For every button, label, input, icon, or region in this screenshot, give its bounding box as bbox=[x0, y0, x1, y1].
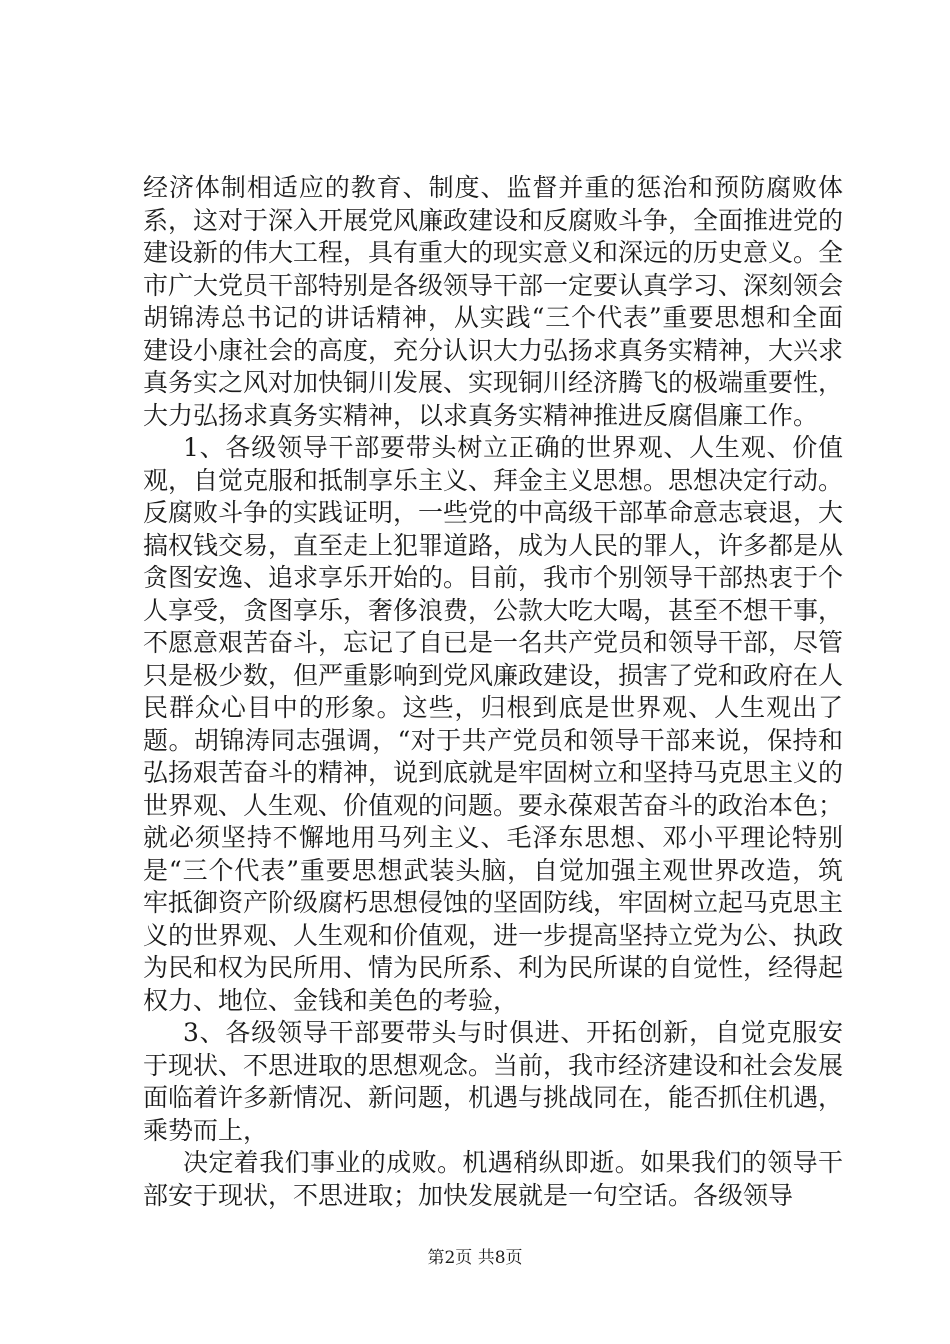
paragraph-continuation: 决定着我们事业的成败。机遇稍纵即逝。如果我们的领导干部安于现状，不思进取；加快发展就是一句空话。各级领导 bbox=[143, 1148, 843, 1210]
document-body bbox=[143, 172, 843, 1212]
paragraph-intro: 经济体制相适应的教育、制度、监督并重的惩治和预防腐败体系，这对于深入开展党风廉政建设和反腐败斗争，全面推进党的建设新的伟大工程，具有重大的现实意义和深远的历史意义。全市广大党员干部特别是各级领导干部一定要认真学习、深刻领会胡锦涛总书记的讲话精神，从实践“三个代表”重要思想和全面建设小康社会的高度，充分认识大力弘扬求真务实精神，大兴求真务实之风对加快铜川发展、实现铜川经济腾飞的极端重要性，大力弘扬求真务实精神，以求真务实精神推进反腐倡廉工作。 bbox=[143, 173, 844, 430]
page-number-footer: 第2页 共8页 bbox=[427, 1248, 523, 1268]
paragraph-item-1: 1、各级领导干部要带头树立正确的世界观、人生观、价值观，自觉克服和抵制享乐主义、拜金主义思想。思想决定行动。反腐败斗争的实践证明，一些党的中高级干部革命意志衰退，大搞权钱交易，直至走上犯罪道路，成为人民的罪人，许多都是从贪图安逸、追求享乐开始的。目前，我市个别领导干部热衷于个人享受，贪图享乐，奢侈浪费，公款大吃大喝，甚至不想干事，不愿意艰苦奋斗，忘记了自已是一名共产党员和领导干部，尽管只是极少数，但严重影响到党风廉政建设，损害了党和政府在人民群众心目中的形象。这些，归根到底是世界观、人生观出了题。胡锦涛同志强调，“对于共产党员和领导干部来说，保持和弘扬艰苦奋斗的精神，说到底就是牢固树立和坚持马克思主义的世界观、人生观、价值观的问题。要永葆艰苦奋斗的政治本色；就必须坚持不懈地用马列主义、毛泽东思想、邓小平理论特别是“三个代表”重要思想武装头脑，自觉加强主观世界改造，筑牢抵御资产阶级腐朽思想侵蚀的坚固防线，牢固树立起马克思主义的世界观、人生观和价值观，进一步提高坚持立党为公、执政为民和权为民所用、情为民所系、利为民所谋的自觉性，经得起权力、地位、金钱和美色的考验， bbox=[143, 433, 844, 1015]
paragraph-item-3: 3、各级领导干部要带头与时俱进、开拓创新，自觉克服安于现状、不思进取的思想观念。当前，我市经济建设和社会发展面临着许多新情况、新问题，机遇与挑战同在，能否抓住机遇，乘势而上， bbox=[143, 1018, 844, 1145]
